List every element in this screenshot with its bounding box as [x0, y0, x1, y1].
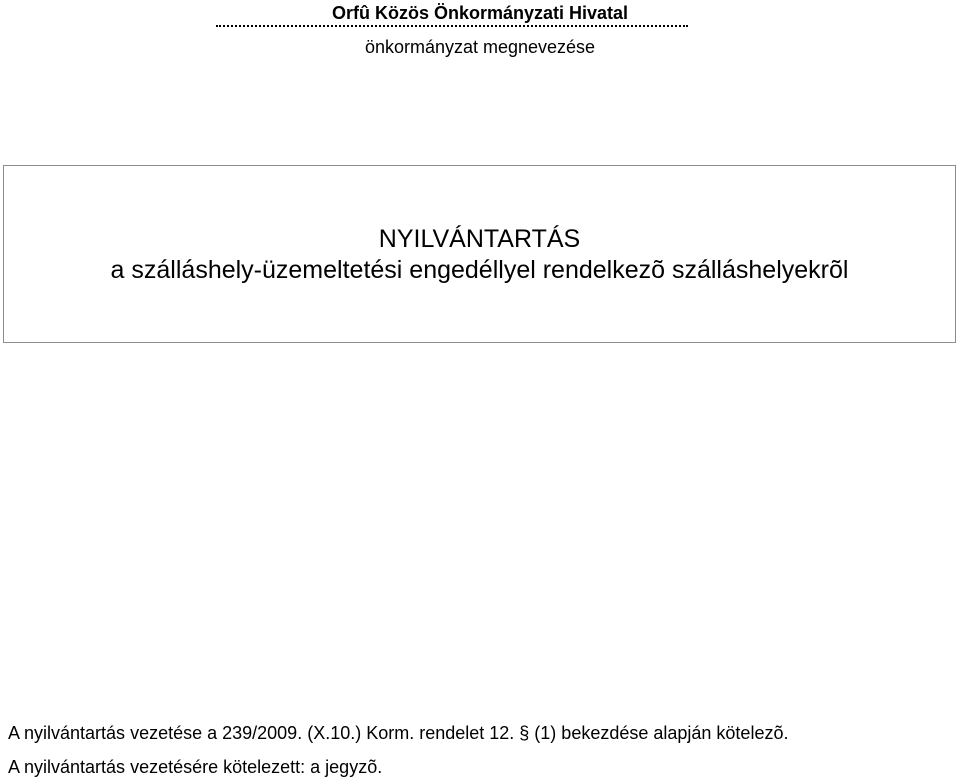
responsible-text: A nyilvántartás vezetésére kötelezett: a jegyzõ. — [8, 757, 383, 777]
title-box — [3, 165, 956, 343]
dotted-fill-line — [216, 25, 688, 27]
document-title: NYILVÁNTARTÁS — [378, 225, 581, 253]
organization-name: Orfû Közös Önkormányzati Hivatal — [331, 3, 629, 23]
organization-caption: önkormányzat megnevezése — [364, 37, 596, 57]
document-subtitle: a szálláshely-üzemeltetési engedéllyel rendelkezõ szálláshelyekrõl — [110, 256, 849, 284]
legal-basis-text: A nyilvántartás vezetése a 239/2009. (X.10.) Korm. rendelet 12. § (1) bekezdése alapján kötelezõ. — [8, 723, 789, 743]
